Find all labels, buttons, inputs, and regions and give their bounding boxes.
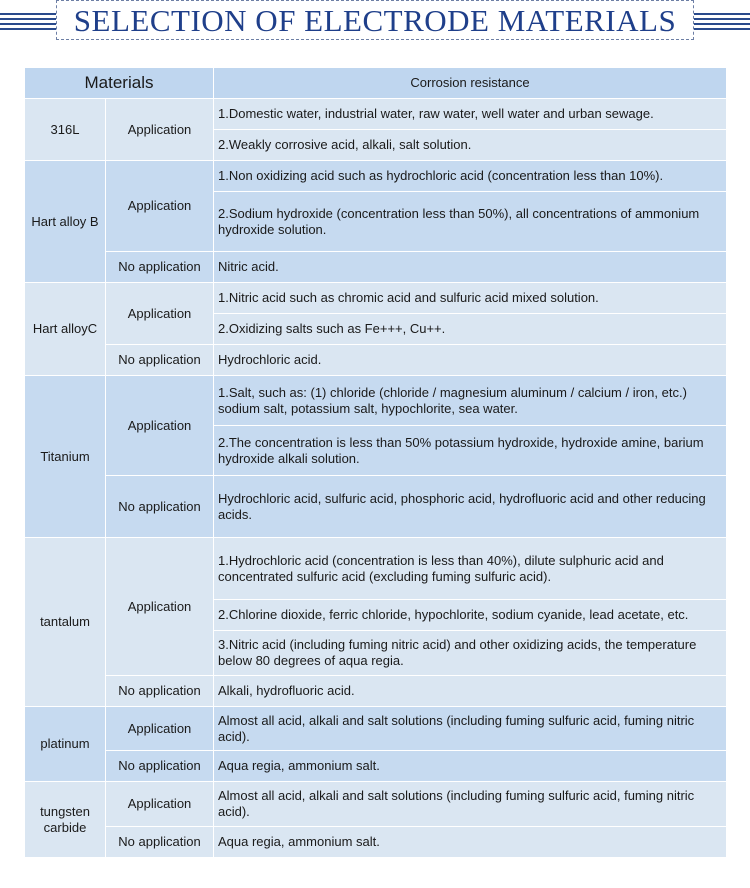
page-header (0, 0, 750, 44)
table-row (25, 782, 727, 827)
material-name: platinum (25, 707, 106, 782)
table-row (25, 376, 727, 426)
material-name: 316L (25, 99, 106, 161)
no-application-label: No application (106, 827, 214, 858)
corrosion-item: 1.Domestic water, industrial water, raw water, well water and urban sewage. (214, 99, 727, 130)
no-application-label: No application (106, 476, 214, 538)
material-name: tantalum (25, 538, 106, 707)
corrosion-item: 1.Salt, such as: (1) chloride (chloride / magnesium aluminum / calcium / iron, etc.) sodium salt, potassium salt, hypochlorite, sea water. (214, 376, 727, 426)
application-label: Application (106, 99, 214, 161)
no-application-label: No application (106, 345, 214, 376)
table-row (25, 827, 727, 858)
material-name: Titanium (25, 376, 106, 538)
table-row (25, 345, 727, 376)
application-label: Application (106, 161, 214, 252)
no-application-label: No application (106, 751, 214, 782)
table-row (25, 676, 727, 707)
corrosion-item: Hydrochloric acid, sulfuric acid, phosphoric acid, hydrofluoric acid and other reducing acids. (214, 476, 727, 538)
material-name: Hart alloy B (25, 161, 106, 283)
table-row (25, 99, 727, 130)
table-header-row (25, 68, 727, 99)
application-label: Application (106, 283, 214, 345)
corrosion-item: Nitric acid. (214, 252, 727, 283)
application-label: Application (106, 376, 214, 476)
corrosion-item: 1.Hydrochloric acid (concentration is less than 40%), dilute sulphuric acid and concentrated sulfuric acid (excluding fuming sulfuric acid). (214, 538, 727, 600)
corrosion-item: 2.Weakly corrosive acid, alkali, salt solution. (214, 130, 727, 161)
application-label: Application (106, 707, 214, 751)
application-label: Application (106, 782, 214, 827)
material-name: tungsten carbide (25, 782, 106, 858)
column-header-materials: Materials (25, 68, 214, 99)
corrosion-item: 2.Sodium hydroxide (concentration less than 50%), all concentrations of ammonium hydroxide solution. (214, 192, 727, 252)
corrosion-item: 3.Nitric acid (including fuming nitric acid) and other oxidizing acids, the temperature below 80 degrees of aqua regia. (214, 631, 727, 676)
title-box (56, 0, 694, 40)
corrosion-item: 2.Chlorine dioxide, ferric chloride, hypochlorite, sodium cyanide, lead acetate, etc. (214, 600, 727, 631)
no-application-label: No application (106, 676, 214, 707)
no-application-label: No application (106, 252, 214, 283)
column-header-corrosion-resistance: Corrosion resistance (214, 68, 727, 99)
page-title: SELECTION OF ELECTRODE MATERIALS (73, 3, 677, 38)
header-left-stripes (0, 13, 56, 30)
table-row (25, 252, 727, 283)
application-label: Application (106, 538, 214, 676)
table-row (25, 283, 727, 314)
corrosion-item: 2.Oxidizing salts such as Fe+++, Cu++. (214, 314, 727, 345)
table-row (25, 707, 727, 751)
corrosion-item: Alkali, hydrofluoric acid. (214, 676, 727, 707)
electrode-materials-table (24, 67, 727, 858)
corrosion-item: Hydrochloric acid. (214, 345, 727, 376)
table-row (25, 161, 727, 192)
corrosion-item: Aqua regia, ammonium salt. (214, 751, 727, 782)
corrosion-item: 2.The concentration is less than 50% potassium hydroxide, hydroxide amine, barium hydroxide alkali solution. (214, 426, 727, 476)
corrosion-item: Aqua regia, ammonium salt. (214, 827, 727, 858)
header-right-stripes (694, 13, 750, 30)
corrosion-item: Almost all acid, alkali and salt solutions (including fuming sulfuric acid, fuming nitric acid). (214, 707, 727, 751)
table-row (25, 538, 727, 600)
material-name: Hart alloyC (25, 283, 106, 376)
corrosion-item: 1.Non oxidizing acid such as hydrochloric acid (concentration less than 10%). (214, 161, 727, 192)
table-row (25, 751, 727, 782)
corrosion-item: 1.Nitric acid such as chromic acid and sulfuric acid mixed solution. (214, 283, 727, 314)
table-row (25, 476, 727, 538)
corrosion-item: Almost all acid, alkali and salt solutions (including fuming sulfuric acid, fuming nitric acid). (214, 782, 727, 827)
